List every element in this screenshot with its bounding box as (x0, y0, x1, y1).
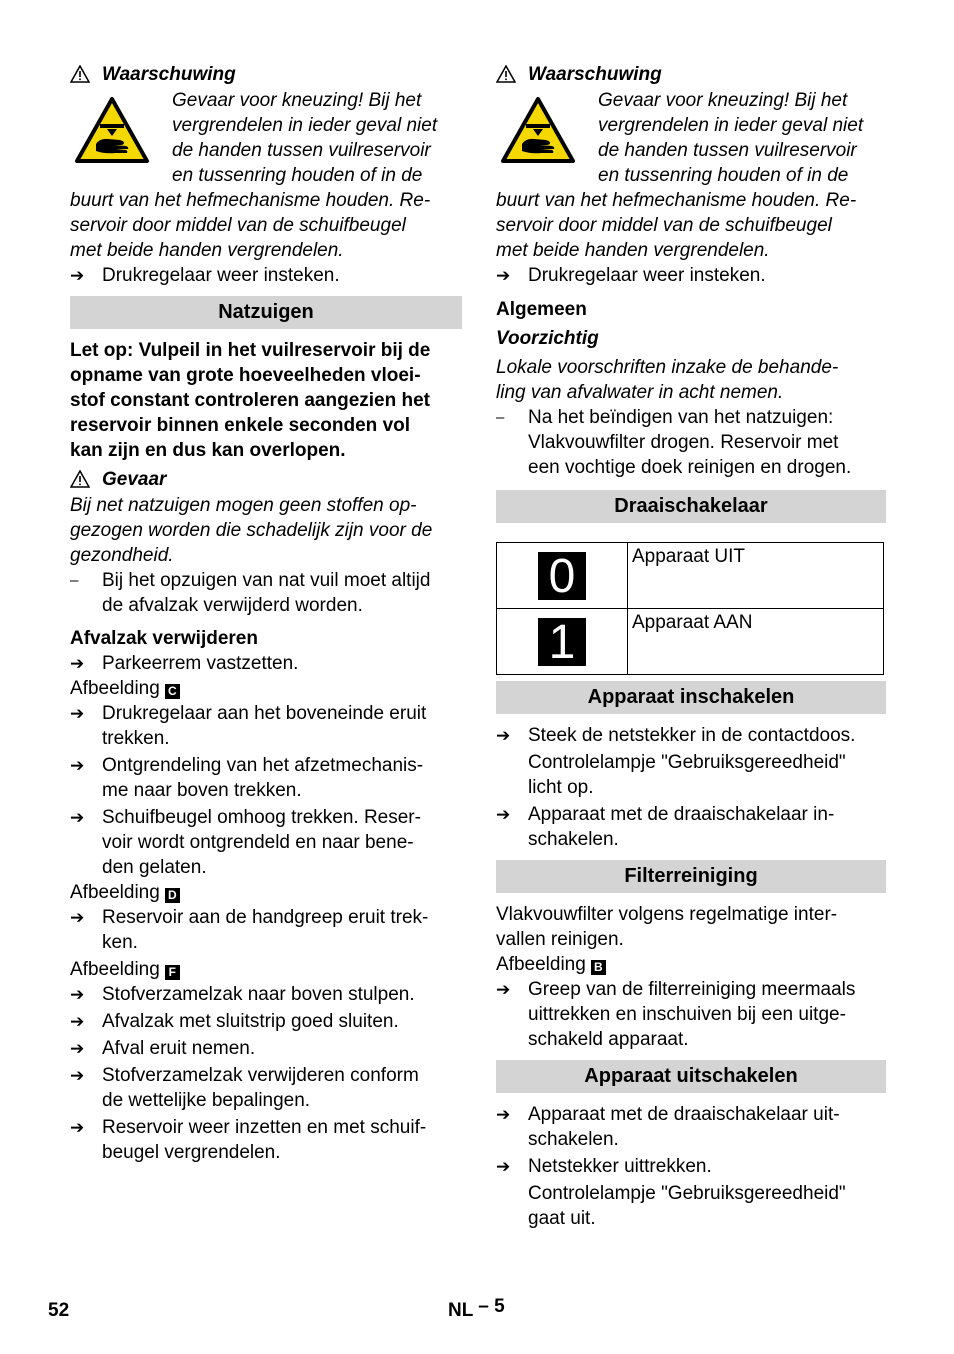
list-item: ➔ Ontgrendeling van het afzetmechanis- me naar boven trekken. (70, 755, 424, 801)
figure-reference: Afbeelding F (70, 957, 462, 982)
list-item: – Bij het opzuigen van nat vuil moet altijd de afvalzak verwijderd worden. (70, 570, 431, 616)
arrow-icon: ➔ (70, 908, 85, 927)
figure-letter-badge: F (165, 965, 180, 980)
list-item: ➔ Reservoir weer inzetten en met schuif- beugel vergrendelen. (70, 1117, 427, 1163)
switch-on-symbol: 1 (538, 618, 586, 666)
figure-letter-badge: B (591, 960, 606, 975)
section-heading-filterreiniging: Filterreiniging (496, 860, 886, 893)
filter-text: Vlakvouwfilter volgens regelmatige inter- vallen reinigen. (496, 904, 838, 950)
left-column (70, 60, 462, 1165)
list-item: – Na het beïndigen van het natzuigen: Vlakvouwfilter drogen. Reservoir met een vochtige doek reinigen en drogen. (496, 407, 852, 478)
subheading-afvalzak: Afvalzak verwijderen (70, 628, 258, 649)
warning-text: Gevaar voor kneuzing! Bij het vergrendelen in ieder geval niet de handen tussen vuilreservoir en tussenring houden of in de buurt van het hefmechanisme houden. Re- servoir door middel van de schuifbeugel met beide handen vergrendelen. (70, 90, 438, 261)
page-footer-label: NL – 5 (448, 1296, 505, 1321)
table-row (497, 543, 884, 609)
arrow-icon: ➔ (70, 1012, 85, 1031)
section-heading-inschakelen: Apparaat inschakelen (496, 681, 886, 714)
warning-triangle-icon (70, 65, 90, 83)
subheading-algemeen: Algemeen (496, 299, 587, 320)
list-item: ➔ Schuifbeugel omhoog trekken. Reser- voir wordt ontgrendeld en naar bene- den gelaten. (70, 807, 421, 878)
caution-text: Lokale voorschriften inzake de behande- ling van afvalwater in acht nemen. (496, 357, 839, 403)
list-item: ➔ Drukregelaar aan het boveneinde eruit trekken. (70, 703, 427, 749)
list-item: ➔ Stofverzamelzak verwijderen conform de wettelijke bepalingen. (70, 1065, 419, 1111)
arrow-icon: ➔ (496, 805, 511, 824)
crush-hazard-icon (74, 96, 150, 164)
arrow-icon: ➔ (70, 756, 85, 775)
section-heading-natzuigen: Natzuigen (70, 296, 462, 329)
arrow-icon: ➔ (70, 1039, 85, 1058)
warning-triangle-icon (496, 65, 516, 83)
arrow-icon: ➔ (496, 726, 511, 745)
caution-heading: Voorzichtig (496, 328, 599, 349)
notice-text: Let op: Vulpeil in het vuilreservoir bij de opname van grote hoeveelheden vloei- stof constant controleren aangezien het reservoir binnen enkele seconden vol kan zijn en dus kan overlopen. (70, 340, 431, 461)
dash-icon: – (496, 409, 505, 426)
right-column (496, 60, 888, 1231)
list-item: ➔ Netstekker uittrekken. Controlelampje "Gebruiksgereedheid" gaat uit. (496, 1156, 846, 1229)
list-item: ➔ Afvalzak met sluitstrip goed sluiten. (70, 1011, 399, 1032)
arrow-icon: ➔ (496, 1105, 511, 1124)
figure-reference: Afbeelding C (70, 676, 462, 701)
switch-table (496, 542, 884, 675)
list-item: ➔ Apparaat met de draaischakelaar uit- schakelen. (496, 1104, 840, 1150)
danger-text: Bij net natzuigen mogen geen stoffen op- gezogen worden die schadelijk zijn voor de gezondheid. (70, 495, 433, 566)
arrow-icon: ➔ (70, 266, 85, 285)
arrow-icon: ➔ (70, 1066, 85, 1085)
arrow-icon: ➔ (70, 985, 85, 1004)
table-cell (497, 609, 628, 675)
section-heading-draaischakelaar: Draaischakelaar (496, 490, 886, 523)
table-cell (497, 543, 628, 609)
figure-reference: Afbeelding B (496, 952, 888, 977)
table-cell: Apparaat AAN (628, 609, 884, 675)
list-item: ➔ Stofverzamelzak naar boven stulpen. (70, 984, 415, 1005)
list-item: ➔ Steek de netstekker in de contactdoos. Controlelampje "Gebruiksgereedheid" licht op. (496, 725, 856, 798)
arrow-icon: ➔ (70, 808, 85, 827)
danger-heading: Gevaar (70, 465, 462, 493)
warning-heading: Waarschuwing (70, 60, 462, 88)
table-row (497, 609, 884, 675)
arrow-icon: ➔ (70, 1118, 85, 1137)
list-item: ➔ Parkeerrem vastzetten. (70, 653, 299, 674)
list-item: ➔ Drukregelaar weer insteken. (70, 265, 340, 286)
list-item: ➔ Greep van de filterreiniging meermaals uittrekken en inschuiven bij een uitge- schakeld apparaat. (496, 979, 856, 1050)
crush-hazard-icon (500, 96, 576, 164)
list-item: ➔ Drukregelaar weer insteken. (496, 265, 766, 286)
figure-reference: Afbeelding D (70, 880, 462, 905)
dash-icon: – (70, 572, 79, 589)
warning-heading: Waarschuwing (496, 60, 888, 88)
list-item: ➔ Apparaat met de draaischakelaar in- schakelen. (496, 804, 835, 850)
arrow-icon: ➔ (496, 1157, 511, 1176)
arrow-icon: ➔ (70, 704, 85, 723)
table-cell: Apparaat UIT (628, 543, 884, 609)
switch-off-symbol: 0 (538, 552, 586, 600)
list-item: ➔ Reservoir aan de handgreep eruit trek- ken. (70, 907, 429, 953)
arrow-icon: ➔ (496, 980, 511, 999)
figure-letter-badge: C (165, 684, 180, 699)
list-item: ➔ Afval eruit nemen. (70, 1038, 256, 1059)
arrow-icon: ➔ (70, 654, 85, 673)
warning-triangle-icon (70, 470, 90, 488)
section-heading-uitschakelen: Apparaat uitschakelen (496, 1060, 886, 1093)
figure-letter-badge: D (165, 888, 180, 903)
warning-text: Gevaar voor kneuzing! Bij het vergrendelen in ieder geval niet de handen tussen vuilreservoir en tussenring houden of in de buurt van het hefmechanisme houden. Re- servoir door middel van de schuifbeugel met beide handen vergrendelen. (496, 90, 864, 261)
page-number: 52 (48, 1300, 70, 1321)
arrow-icon: ➔ (496, 266, 511, 285)
